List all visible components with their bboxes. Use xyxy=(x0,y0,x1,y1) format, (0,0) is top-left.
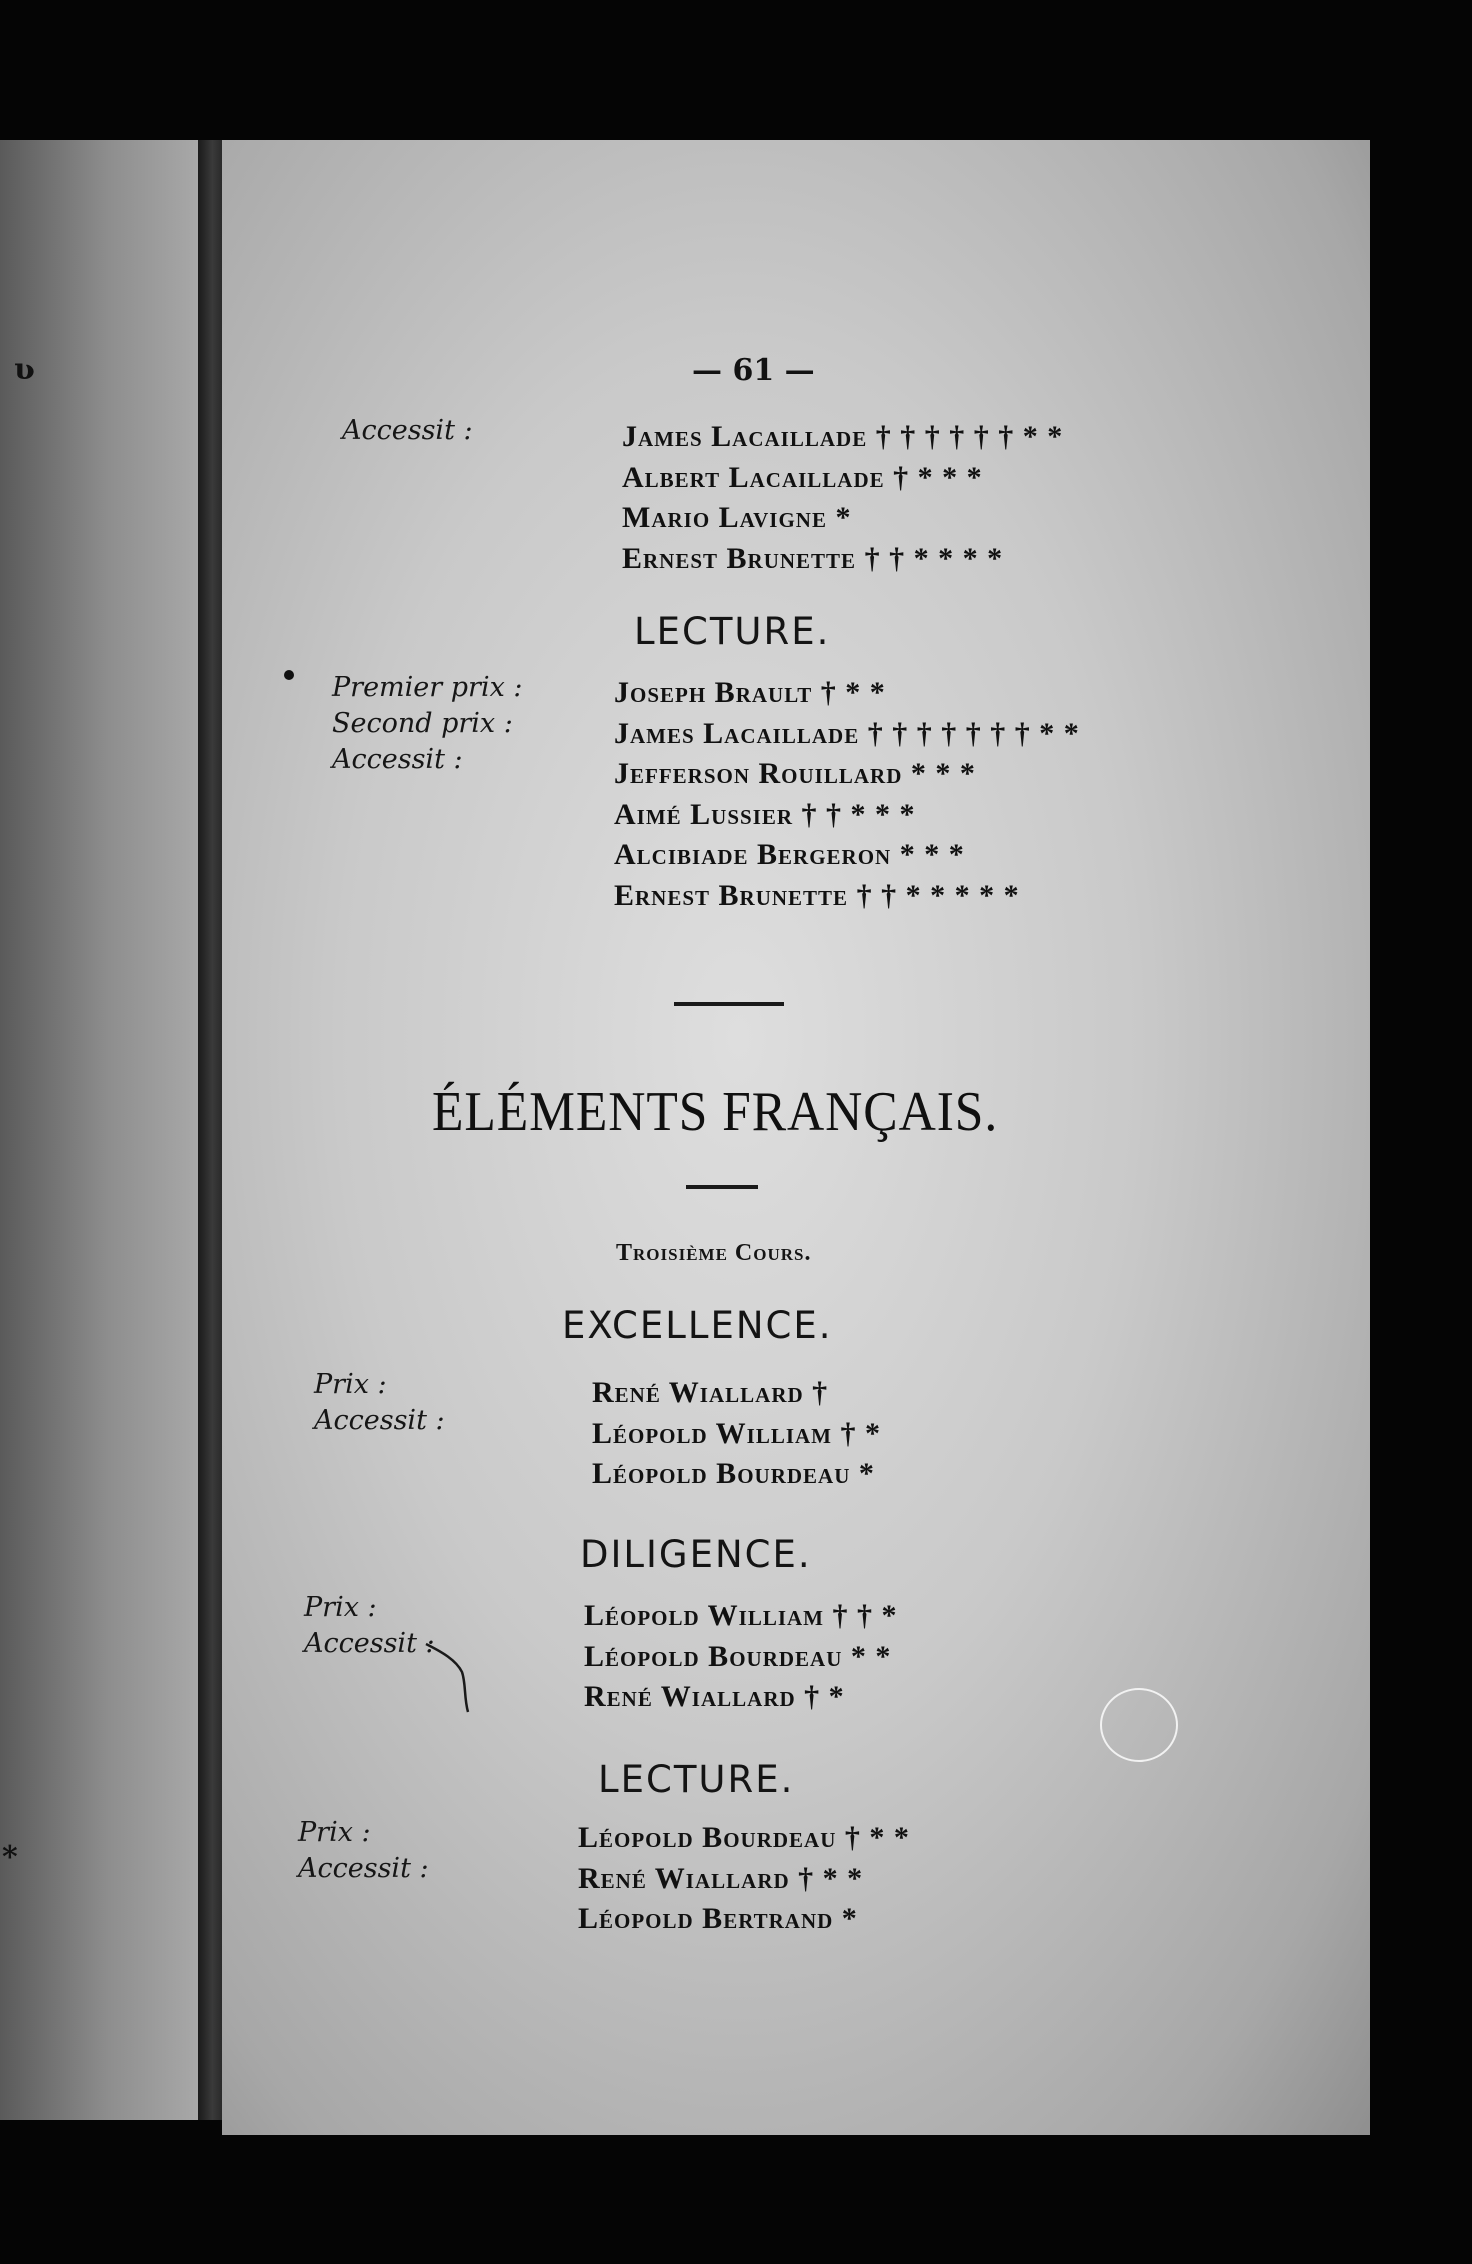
prize-labels xyxy=(314,1367,445,1439)
section-title: ÉLÉMENTS FRANÇAIS. xyxy=(432,1081,999,1143)
circle-mark xyxy=(1100,1688,1178,1762)
book-page xyxy=(222,140,1370,2135)
pencil-mark xyxy=(422,1640,482,1720)
second-prix-label: Second prix : xyxy=(332,708,513,739)
left-page-fragment: ʋ xyxy=(14,352,35,387)
page-number: — 61 — xyxy=(692,353,815,388)
prize-labels xyxy=(332,670,523,778)
left-page xyxy=(0,140,198,2120)
book-gutter xyxy=(198,140,222,2120)
prix-label: Prix : xyxy=(304,1592,377,1623)
bullet-mark xyxy=(284,670,294,680)
list-item: Léopold Bourdeau * xyxy=(592,1457,875,1490)
name-list xyxy=(578,1818,910,1940)
premier-prix-label: Premier prix : xyxy=(332,672,523,703)
prix-label: Prix : xyxy=(298,1817,371,1848)
accessit-label: Accessit : xyxy=(332,744,463,775)
list-item: Léopold William † † * xyxy=(584,1599,898,1632)
list-item: Alcibiade Bergeron * * * xyxy=(614,838,965,871)
list-item: Joseph Brault † * * xyxy=(614,676,886,709)
list-item: Mario Lavigne * xyxy=(622,501,852,534)
section-heading: LECTURE. xyxy=(634,610,831,653)
divider-rule xyxy=(674,1002,784,1006)
divider-rule xyxy=(686,1185,758,1189)
list-item: Ernest Brunette † † * * * * xyxy=(622,541,1004,575)
accessit-label: Accessit : xyxy=(304,1628,435,1659)
accessit-label: Accessit : xyxy=(314,1405,445,1436)
list-item: René Wiallard † xyxy=(592,1376,829,1409)
list-item: Léopold Bertrand * xyxy=(578,1902,858,1935)
prix-label: Prix : xyxy=(314,1369,387,1400)
name-list xyxy=(614,673,1080,916)
accessit-label: Accessit : xyxy=(298,1853,429,1884)
list-item: Léopold Bourdeau * * xyxy=(584,1639,892,1673)
list-item: Léopold Bourdeau † * * xyxy=(578,1821,910,1854)
section-heading: LECTURE. xyxy=(598,1758,795,1801)
left-page-fragment: * xyxy=(2,1840,18,1875)
list-item: Ernest Brunette † † * * * * * xyxy=(614,878,1020,912)
list-item: James Lacaillade † † † † † † † * * xyxy=(614,716,1080,750)
list-item: René Wiallard † * xyxy=(584,1680,845,1713)
section-heading: DILIGENCE. xyxy=(580,1533,812,1576)
accessit-label: Accessit : xyxy=(342,415,473,446)
list-item: James Lacaillade † † † † † † * * xyxy=(622,420,1064,453)
list-item: René Wiallard † * * xyxy=(578,1861,864,1895)
name-list xyxy=(592,1373,881,1495)
list-item: Albert Lacaillade † * * * xyxy=(622,460,983,494)
section-subtitle: Troisième Cours. xyxy=(616,1240,812,1266)
section-heading: EXCELLENCE. xyxy=(562,1304,833,1347)
list-item: Jefferson Rouillard * * * xyxy=(614,757,976,790)
list-item: Léopold William † * xyxy=(592,1416,881,1450)
name-list xyxy=(622,417,1063,579)
prize-labels xyxy=(304,1590,435,1662)
prize-labels xyxy=(298,1815,429,1887)
name-list xyxy=(584,1596,898,1718)
list-item: Aimé Lussier † † * * * xyxy=(614,797,916,831)
